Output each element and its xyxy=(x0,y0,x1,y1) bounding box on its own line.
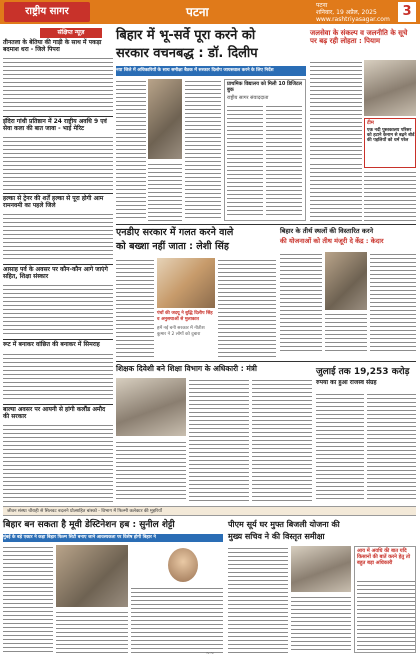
box-story-byline: राष्ट्रीय सागर संवाददाता xyxy=(227,95,269,101)
brand-logo: राष्ट्रीय सागर xyxy=(4,2,90,22)
divider xyxy=(3,339,113,340)
story-f-headline-line-2: मुख्य सचिव ने की विस्तृत समीक्षा xyxy=(228,532,325,541)
story-c-headline: शिक्षक दिवेशी बने शिक्षा विभाग के अधिकारी : मंत्री xyxy=(116,364,257,373)
right-box-headline: एक नदी पुस्तकालय परिसर को हटाने केनाम से बढ़ने बोर्ड की पहलियों को धर्म परेल xyxy=(367,128,415,144)
story-c-body xyxy=(189,378,249,502)
box-story-headline: प्राथमिक विद्यालय को मिली 10 डिजिटल बुक xyxy=(227,81,302,93)
story-b-body xyxy=(370,252,416,354)
story-a-body xyxy=(116,258,154,358)
brief-headline: हल्का से ट्रेनर की शर्तें हल्का से पूरा होगी आम रामनवमी का पहले जिले xyxy=(3,195,104,209)
story-a-body xyxy=(218,258,276,358)
page-number: 3 xyxy=(398,2,416,22)
brief-body xyxy=(3,352,113,402)
story-e-portrait xyxy=(168,548,198,582)
brief-body xyxy=(3,212,113,262)
city-name: पटना xyxy=(186,5,209,19)
divider xyxy=(3,116,113,117)
brief-headline: तीनतला के बेतिया की गाड़ी के साथ में पकड़ा बदमाश धरा - जिले पिपरा xyxy=(3,39,102,53)
lead-body xyxy=(185,79,221,221)
section-divider xyxy=(116,224,416,225)
story-a-photo xyxy=(157,258,215,308)
brief-headline: आसाह पर्व के अवसर पर कौन-कौन आगे जाएंगे सहित, शिक्षा संस्कार xyxy=(3,266,108,280)
story-c-body xyxy=(116,440,186,502)
story-b-body xyxy=(325,312,367,354)
right-top-body xyxy=(310,162,362,221)
issue-info: पटना शनिवार, 19 अप्रैल, 2025 www.rashtriyasagar.com xyxy=(316,2,390,23)
right-top-headline: जलसेवा के संकल्प व जलनीति के सूचे पर बढ़ रही लोहता : पियाम xyxy=(310,29,408,46)
story-f-body xyxy=(228,546,288,653)
story-g-box xyxy=(354,546,416,653)
story-a-headline-line-1: एनडीए सरकार में गलत करने वाले xyxy=(116,227,234,238)
story-e-body xyxy=(56,610,128,653)
lead-subhead: नया जिले में अधिकारियों के साथ समीक्षा बैठक में सरकार दिलोप जायसवाल करने के लिए निर्देश xyxy=(116,66,306,76)
box-story-body xyxy=(266,104,302,218)
divider xyxy=(3,193,113,194)
banner-strip xyxy=(3,506,416,516)
lead-body xyxy=(116,79,146,221)
box-story xyxy=(224,79,306,221)
story-b-headline-line-2: की योजनाओं को तीथ मंजूरी दे केंद्र : केदार xyxy=(280,237,384,245)
brief-body xyxy=(3,135,113,191)
story-e-body xyxy=(3,545,53,653)
story-a-caption: पंचों की जदयू ने बुद्धि दिलीप सिंह व अनुसचाओं से मुलाकात xyxy=(157,311,213,322)
right-top-body xyxy=(310,60,362,160)
left-column xyxy=(3,40,113,510)
story-b-body xyxy=(280,252,322,354)
story-g-body xyxy=(357,579,415,651)
footer-rule: ~~ xyxy=(205,651,215,657)
divider xyxy=(3,404,113,405)
story-d-headline-line-2: रुपया का हुआ राजस्व संग्रह xyxy=(316,379,377,386)
section-divider xyxy=(116,361,416,362)
story-d-body xyxy=(316,392,364,502)
lead-body xyxy=(148,162,182,221)
story-f-photo xyxy=(291,546,351,592)
banner-strip-text: जीवन संस्था चौराही से सिलवट बदलने प्रोत्साहित बांस्को - विभाग में फिल्मी कलेक्टर की मुहरियाँ xyxy=(7,509,162,514)
story-f-body xyxy=(291,595,351,653)
story-e-body xyxy=(131,586,223,653)
story-d-headline-line-1: जुलाई तक 19,253 करोड़ xyxy=(316,367,410,377)
story-c-body xyxy=(252,378,312,502)
story-a-headline-line-2: को बख्शा नहीं जाता : लेशी सिंह xyxy=(116,241,229,252)
right-top-photo xyxy=(364,60,416,116)
box-story-body xyxy=(227,104,263,218)
story-e-subhead: मुंबई के बड़े एक्टर ने कहा बिहार फिल्म सिटी बनाए जाने आवश्यकता पर विशेष होगी बिहार ने xyxy=(3,534,223,542)
story-a-caption-2: हमें नई बनी सरकार में नीतीश कुमार ने 2 लोगों को दुबारा xyxy=(157,326,205,337)
brief-body xyxy=(3,56,113,114)
right-box-prefix: टीम xyxy=(367,120,374,126)
right-box xyxy=(364,118,416,168)
lead-headline-line-2: सरकार वचनबद्ध : डॉ. दिलीप xyxy=(116,46,258,61)
story-c-photo xyxy=(116,378,186,436)
section-tag: संक्षिप्त न्यूज़ xyxy=(40,28,102,38)
brief-headline: बाल्या अवसर पर आयनी से हांगी कलौंड अमौद की सरकार xyxy=(3,406,106,420)
lead-headline-line-1: बिहार में भू-सर्वे पूरा करने को xyxy=(116,28,256,43)
story-d-body xyxy=(367,392,416,502)
right-top-body xyxy=(364,170,416,221)
lead-photo xyxy=(148,79,182,159)
brief-headline: रूट में बनाकर वांछित की बनाकर में सिमराह xyxy=(3,341,100,348)
divider xyxy=(3,264,113,265)
masthead xyxy=(0,0,420,24)
story-e-headline: बिहार बन सकता है मूवी डेस्टिनेशन हब : सुनील शेट्टी xyxy=(3,520,175,530)
story-b-headline-line-1: बिहार के तीर्थ स्थलों की विस्तारित करने xyxy=(280,227,374,235)
story-f-headline-line-1: पीएम सूर्य घर मुफ्त बिजली योजना की xyxy=(228,520,340,529)
brief-body xyxy=(3,283,113,337)
brief-body xyxy=(3,423,113,503)
story-g-headline: आय में अवधि की बात यदि किसानों की बातें करने हेतु तो बहुत बड़ा अधिकारी xyxy=(357,548,411,566)
story-e-photo xyxy=(56,545,128,607)
brief-headline: इंदिरा गांधी प्रतिष्ठान में 24 राष्ट्रीय अवधि 9 एवं सेवा कला की बात जावा - भाई मेरिट xyxy=(3,118,107,132)
story-b-photo xyxy=(325,252,367,310)
